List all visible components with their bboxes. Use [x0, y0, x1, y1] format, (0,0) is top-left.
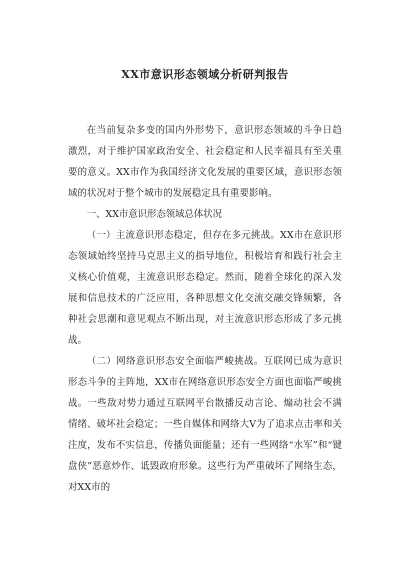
document-title: XX市意识形态领域分析研判报告: [121, 68, 289, 81]
section-paragraph-1: （一）主流意识形态稳定，但存在多元挑战。XX市在意识形态领域始终坚持马克思主义的指导地位，积极培育和践行社会主义核心价值观，主流意识形态稳定。然而，随着全球化的深入发展和信息技术的广泛应用，各种思想文化交流交融交锋频繁，各种社会思潮和意见观点不断出现，对主流意识形态形成了多元挑战。: [68, 230, 342, 346]
section-heading: 一、XX市意识形态领域总体状况: [86, 209, 223, 220]
intro-paragraph: 在当前复杂多变的国内外形势下，意识形态领域的斗争日趋激烈，对于维护国家政治安全、社会稳定和人民幸福具有至关重要的意义。XX市作为我国经济文化发展的重要区域，意识形态领域的状况对于整个城市的发展稳定具有重要影响。: [68, 125, 342, 199]
section-paragraph-2: （二）网络意识形态安全面临严峻挑战。互联网已成为意识形态斗争的主阵地，XX市在网络意识形态安全方面也面临严峻挑战。一些敌对势力通过互联网平台散播反动言论、煽动社会不满情绪、破坏社会稳定；一些自媒体和网络大V为了追求点击率和关注度，发布不实信息，传播负面能量；还有一些网络“水军”和“键盘侠”恶意炒作、诋毁政府形象。这些行为严重破坏了网络生态，对XX市的: [68, 356, 342, 493]
